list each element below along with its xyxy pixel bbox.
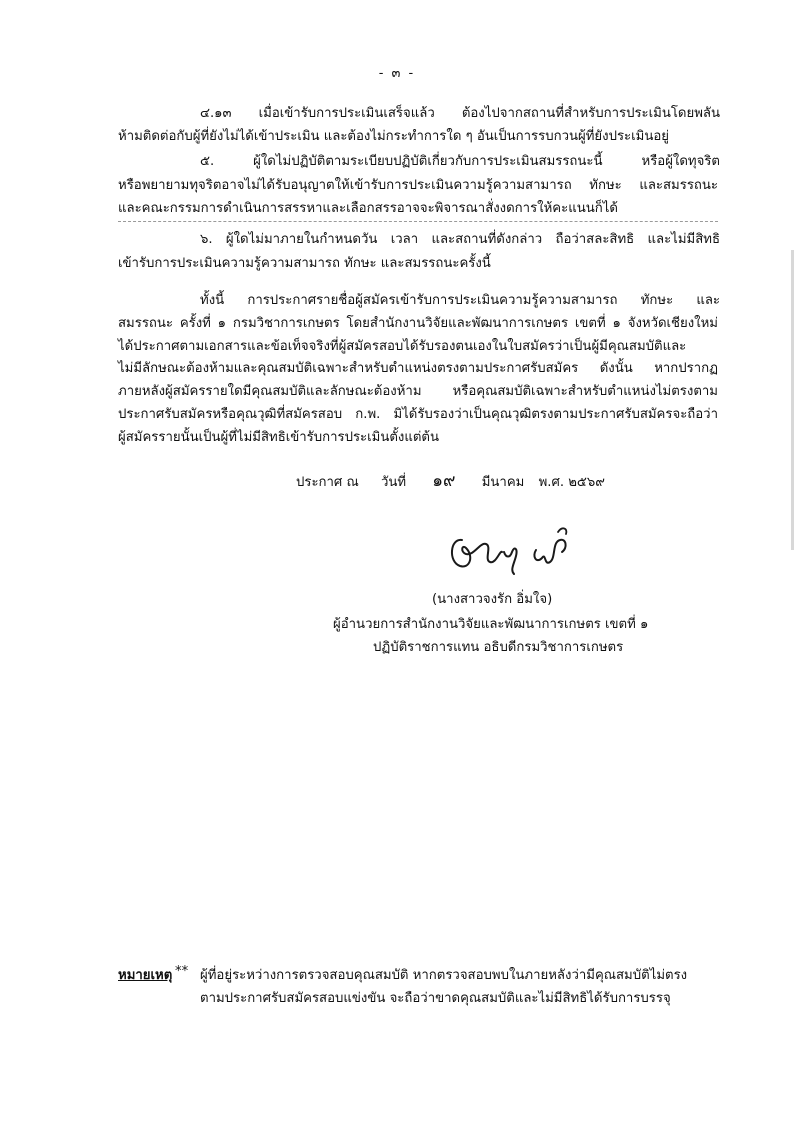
closing-line-3: ได้ประกาศตามเอกสารและข้อเท็จจริงที่ผู้สมัครสอบได้รับรองตนเองในใบสมัครว่าเป็นผู้มีคุณสมบัติและ xyxy=(118,339,687,354)
date-day-label: วันที่ xyxy=(380,475,407,490)
remark-label: หมายเหตุ xyxy=(118,968,173,983)
faint-rule xyxy=(118,221,718,223)
item-5-line-3: และคณะกรรมการดำเนินการสรรหาและเลือกสรรอาจจะพิจารณาสั่งงดการให้คะแนนก็ได้ xyxy=(118,201,618,216)
signatory-name: (นางสาวจงรัก อิ่มใจ) xyxy=(432,592,553,607)
closing-line-4: ไม่มีลักษณะต้องห้ามและคุณสมบัติเฉพาะสำหรับตำแหน่งตรงตามประกาศรับสมัคร ดังนั้น หากปรากฏ xyxy=(118,361,718,376)
signatory-position: ผู้อำนวยการสำนักงานวิจัยและพัฒนาการเกษตร เขตที่ ๑ xyxy=(333,617,649,632)
signatory-acting: ปฏิบัติราชการแทน อธิบดีกรมวิชาการเกษตร xyxy=(373,640,624,655)
item-6-line-1: ๖. ผู้ใดไม่มาภายในกำหนดวัน เวลา และสถานที่ดังกล่าว ถือว่าสละสิทธิ และไม่มีสิทธิ xyxy=(200,232,720,247)
item-6-line-2: เข้ารับการประเมินความรู้ความสามารถ ทักษะ และสมรรถนะครั้งนี้ xyxy=(118,256,491,271)
remark-line-2: ตามประกาศรับสมัครสอบแข่งขัน จะถือว่าขาดคุณสมบัติและไม่มีสิทธิได้รับการบรรจุ xyxy=(200,991,671,1006)
date-day: ๑๙ xyxy=(432,471,456,491)
item-4-13-line-1: ๔.๑๓ เมื่อเข้ารับการประเมินเสร็จแล้ว ต้องไปจากสถานที่สำหรับการประเมินโดยพลัน xyxy=(200,106,720,121)
handwritten-signature xyxy=(440,522,590,584)
announcement-date xyxy=(296,467,605,494)
remark-marker: ** xyxy=(175,964,189,979)
date-prefix: ประกาศ ณ xyxy=(296,475,359,490)
closing-line-1: ทั้งนี้ การประกาศรายชื่อผู้สมัครเข้ารับการประเมินความรู้ความสามารถ ทักษะ และ xyxy=(200,293,720,308)
item-4-13-line-2: ห้ามติดต่อกับผู้ที่ยังไม่ได้เข้าประเมิน และต้องไม่กระทำการใด ๆ อันเป็นการรบกวนผู้ที่ยังประเมินอยู่ xyxy=(118,129,669,144)
closing-line-5: ภายหลังผู้สมัครรายใดมีคุณสมบัติและลักษณะต้องห้าม หรือคุณสมบัติเฉพาะสำหรับตำแหน่งไม่ตรงตาม xyxy=(118,384,718,399)
closing-line-2: สมรรถนะ ครั้งที่ ๑ กรมวิชาการเกษตร โดยสำนักงานวิจัยและพัฒนาการเกษตร เขตที่ ๑ จังหวัดเชียงใหม่ xyxy=(118,316,718,331)
item-5-line-1: ๕. ผู้ใดไม่ปฏิบัติตามระเบียบปฏิบัติเกี่ยวกับการประเมินสมรรถนะนี้ หรือผู้ใดทุจริต xyxy=(200,154,720,169)
closing-line-6: ประกาศรับสมัครหรือคุณวุฒิที่สมัครสอบ ก.พ. มิได้รับรองว่าเป็นคุณวุฒิตรงตามประกาศรับสมัครจะถือว่า xyxy=(118,407,718,422)
page-number: - ๓ - xyxy=(378,66,416,81)
remark-line-1: ผู้ที่อยู่ระหว่างการตรวจสอบคุณสมบัติ หากตรวจสอบพบในภายหลังว่ามีคุณสมบัติไม่ตรง xyxy=(200,968,688,983)
item-5-line-2: หรือพยายามทุจริตอาจไม่ได้รับอนุญาตให้เข้ารับการประเมินความรู้ความสามารถ ทักษะ และสมรรถนะ xyxy=(118,178,718,193)
closing-line-7: ผู้สมัครรายนั้นเป็นผู้ที่ไม่มีสิทธิเข้ารับการประเมินตั้งแต่ต้น xyxy=(118,430,439,445)
date-month: มีนาคม xyxy=(481,475,525,490)
date-year: พ.ศ. ๒๕๖๙ xyxy=(538,475,605,490)
